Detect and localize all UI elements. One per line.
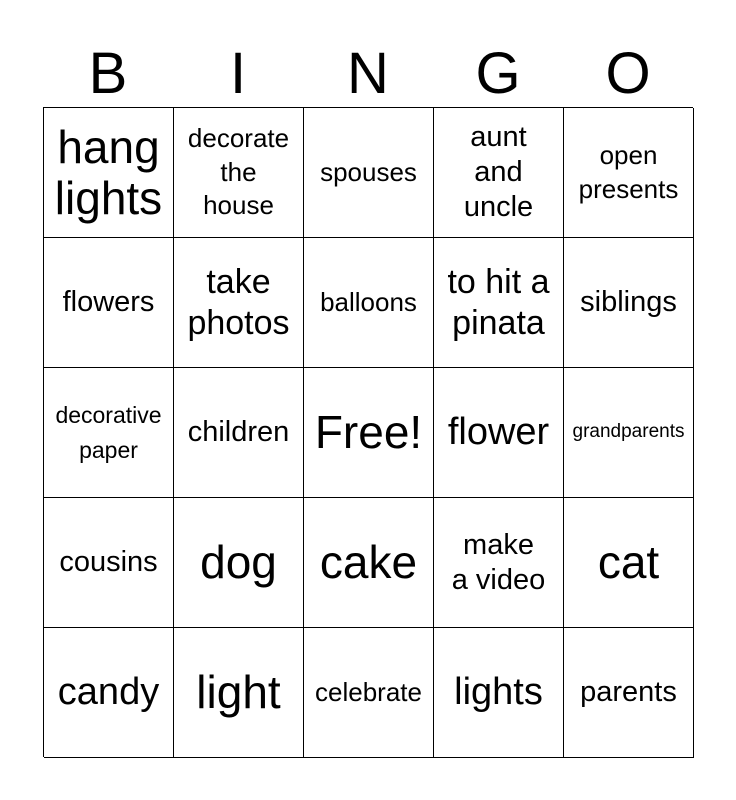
cell-text: cat	[597, 536, 660, 589]
bingo-cell[interactable]	[44, 628, 174, 758]
bingo-cell[interactable]	[564, 238, 694, 368]
cell-text: hang lights	[54, 120, 163, 224]
header-letter-o: O	[605, 41, 651, 106]
bingo-cell[interactable]	[304, 238, 434, 368]
bingo-cell[interactable]	[174, 498, 304, 628]
header-letter-b: B	[88, 41, 128, 106]
cell-text: cake	[319, 536, 418, 589]
bingo-cell[interactable]	[304, 108, 434, 238]
cell-text: cousins	[59, 546, 158, 579]
cell-text: flowers	[62, 286, 155, 319]
cell-text: decorative paper	[55, 402, 162, 463]
cell-text: open presents	[578, 139, 679, 204]
bingo-cell[interactable]	[564, 108, 694, 238]
bingo-cell[interactable]	[44, 368, 174, 498]
bingo-cell[interactable]	[434, 238, 564, 368]
bingo-header	[43, 40, 693, 108]
bingo-cell[interactable]	[44, 238, 174, 368]
bingo-cell[interactable]	[434, 108, 564, 238]
cell-text: grandparents	[572, 421, 685, 443]
bingo-cell[interactable]	[564, 368, 694, 498]
cell-text: aunt and uncle	[463, 121, 534, 223]
bingo-cell[interactable]	[304, 628, 434, 758]
bingo-cell[interactable]	[434, 628, 564, 758]
bingo-cell[interactable]	[564, 628, 694, 758]
cell-text: dog	[200, 536, 277, 589]
header-letter-n: N	[347, 41, 389, 106]
cell-text: spouses	[320, 156, 417, 187]
cell-text: parents	[580, 676, 677, 709]
bingo-cell[interactable]	[434, 368, 564, 498]
bingo-cell[interactable]	[434, 498, 564, 628]
cell-text: balloons	[320, 286, 417, 317]
cell-text: flower	[447, 410, 550, 453]
cell-text: lights	[454, 670, 543, 713]
header-letter-g: G	[475, 41, 521, 106]
free-space-cell[interactable]	[304, 368, 434, 498]
cell-text: candy	[57, 670, 160, 713]
bingo-cell[interactable]	[174, 238, 304, 368]
cell-text: take photos	[187, 263, 290, 342]
cell-text: light	[196, 666, 281, 719]
bingo-cell[interactable]	[44, 108, 174, 238]
bingo-cell[interactable]	[174, 628, 304, 758]
bingo-cell[interactable]	[304, 498, 434, 628]
cell-text: children	[187, 416, 290, 449]
bingo-cell[interactable]	[44, 498, 174, 628]
cell-text: to hit a pinata	[447, 263, 550, 342]
bingo-cell[interactable]	[564, 498, 694, 628]
bingo-cell[interactable]	[174, 108, 304, 238]
bingo-card-grid	[43, 107, 693, 757]
cell-text: celebrate	[315, 676, 422, 707]
cell-text: siblings	[580, 286, 677, 319]
bingo-cell[interactable]	[174, 368, 304, 498]
free-space-text: Free!	[314, 406, 423, 459]
cell-text: decorate the house	[187, 122, 290, 221]
header-letter-i: I	[229, 41, 247, 106]
cell-text: make a video	[451, 528, 546, 596]
